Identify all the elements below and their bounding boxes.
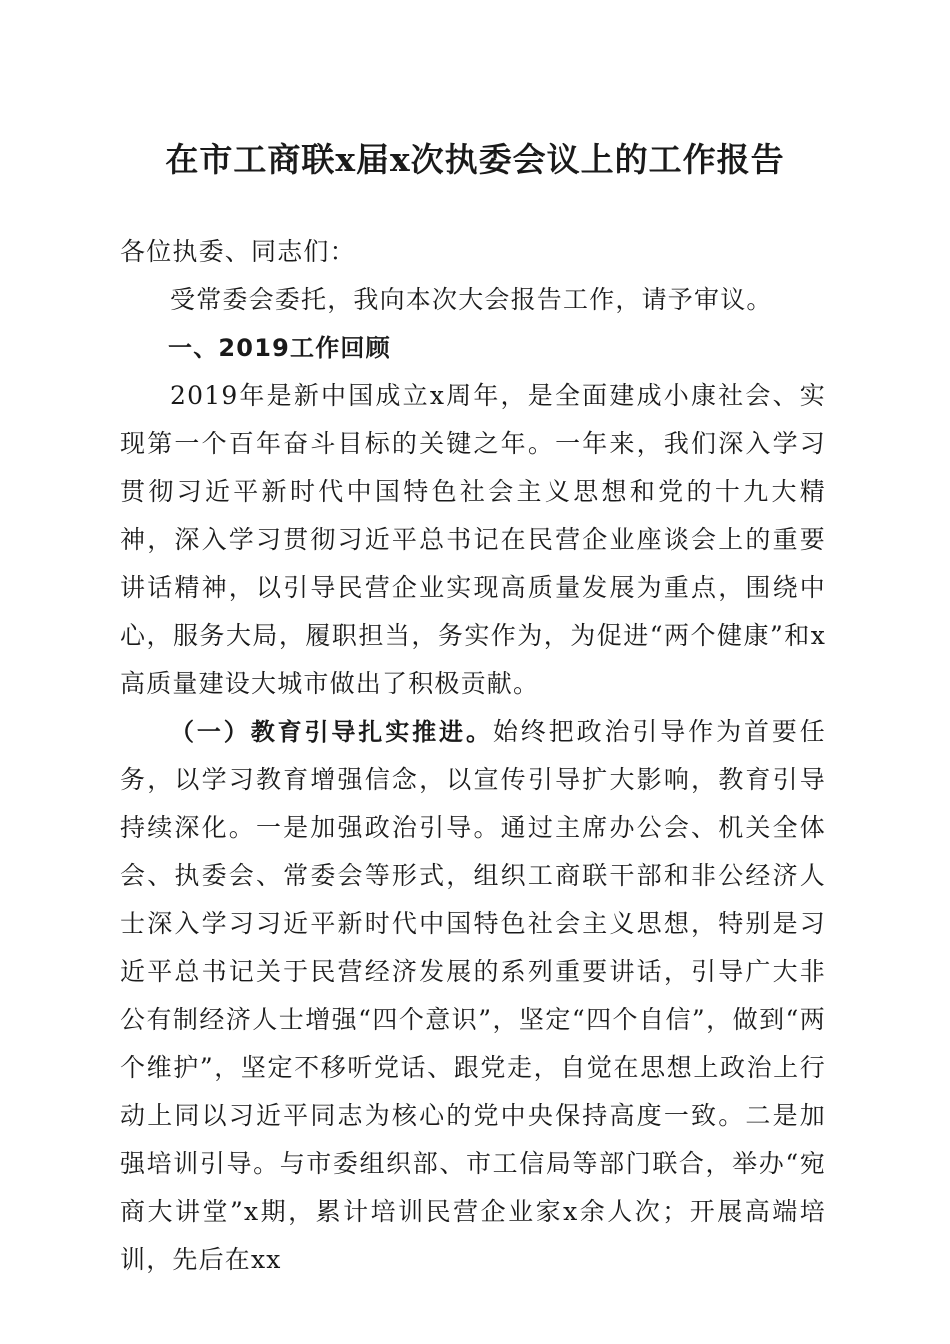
document-title: 在市工商联x届x次执委会议上的工作报告 [165,140,785,179]
subsection-heading: （一）教育引导扎实推进。 [170,718,493,746]
subsection-paragraph [120,708,826,1284]
subsection-text: 始终把政治引导作为首要任务，以学习教育增强信念，以宣传引导扩大影响，教育引导持续深化。一是加强政治引导。通过主席办公会、机关全体会、执委会、常委会等形式，组织工商联干部和非公经济人士深入学习习近平新时代中国特色社会主义思想，特别是习近平总书记关于民营经济发展的系列重要讲话，引导广大非公有制经济人士增强“四个意识”，坚定“四个自信”，做到“两个维护”，坚定不移听党话、跟党走，自觉在思想上政治上行动上同以习近平同志为核心的党中央保持高度一致。二是加强培训引导。与市委组织部、市工信局等部门联合，举办“宛商大讲堂”x期，累计培训民营企业家x余人次；开展高端培训，先后在xx [120,717,827,1274]
body-paragraph: 2019年是新中国成立x周年，是全面建成小康社会、实现第一个百年奋斗目标的关键之年。一年来，我们深入学习贯彻习近平新时代中国特色社会主义思想和党的十九大精神，深入学习贯彻习近平总书记在民营企业座谈会上的重要讲话精神，以引导民营企业实现高质量发展为重点，围绕中心，服务大局，履职担当，务实作为，为促进“两个健康”和x高质量建设大城市做出了积极贡献。 [120,381,826,698]
section-heading: 一、2019工作回顾 [168,334,391,362]
salutation: 各位执委、同志们： [120,237,356,266]
opening-paragraph: 受常委会委托，我向本次大会报告工作，请予审议。 [170,285,773,314]
document-body [120,228,826,1284]
